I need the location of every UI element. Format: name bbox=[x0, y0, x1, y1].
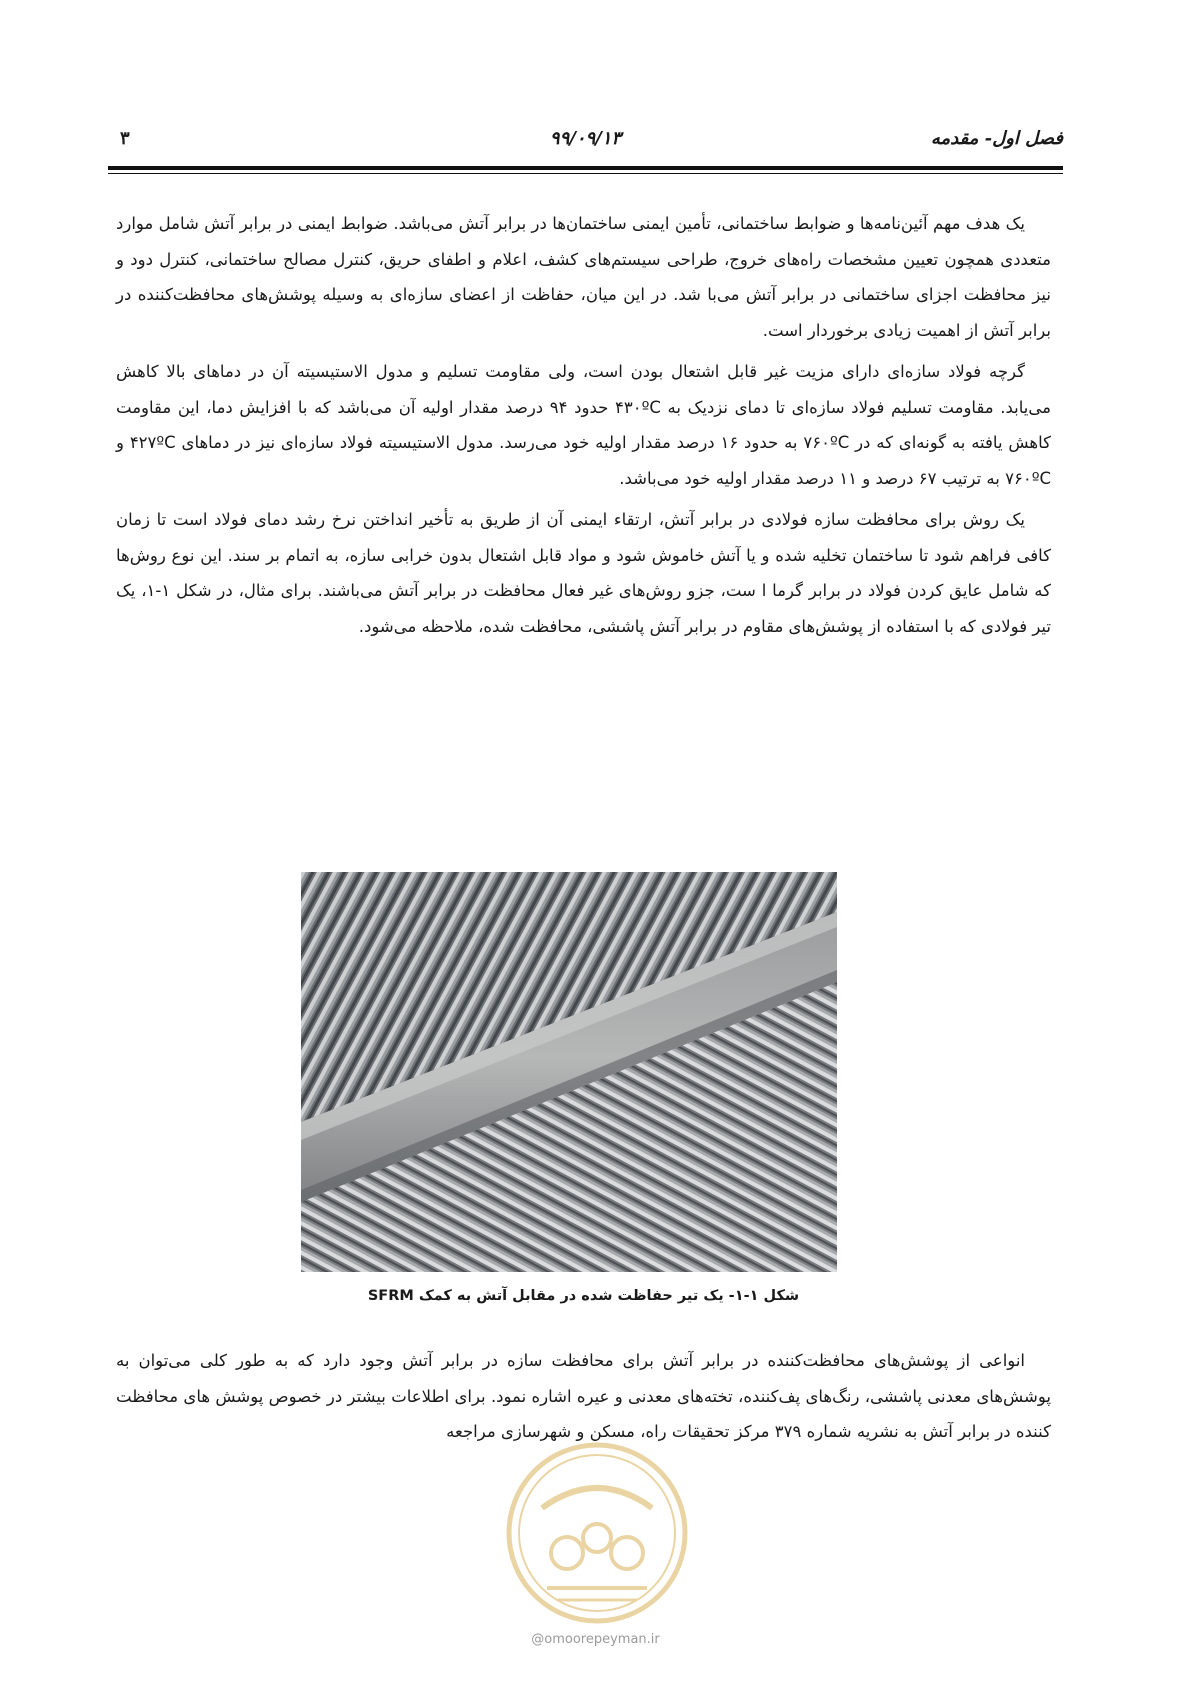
header-rule-thick bbox=[108, 166, 1063, 170]
seal-icon bbox=[502, 1438, 692, 1628]
watermark-url: @omoorepeyman.ir bbox=[531, 1632, 660, 1647]
figure-photo-protected-beam bbox=[301, 872, 837, 1272]
header-rule-thin bbox=[108, 173, 1063, 174]
watermark-seal bbox=[502, 1438, 692, 1628]
beam-photo-illustration bbox=[301, 872, 837, 1272]
header-date: ۹۹/۰۹/۱۳ bbox=[549, 128, 622, 149]
paragraph-3: یک روش برای محافظت سازه فولادی در برابر آتش، ارتقاء ایمنی آن از طریق به تأخیر انداختن نرخ رشد دمای فولاد است تا زمان کافی فراهم شود تا ساختمان تخلیه شده و یا آتش خاموش شود و مواد قابل اشتعال بدون خرابی سازه، به اتمام بر سند. این نوع روش‌ها که شامل عایق کردن فولاد در برابر گرما ا ست، جزو روش‌های غیر فعال محافظت در برابر آتش می‌باشند. برای مثال، در شکل ۱-۱، یک تیر فولادی که با استفاده از پوشش‌های مقاوم در برابر آتش پاششی، محافظت شده، ملاحظه می‌شود. bbox=[116, 510, 1051, 636]
paragraph-2: گرچه فولاد سازه‌ای دارای مزیت غیر قابل اشتعال بودن است، ولی مقاومت تسلیم و مدول الاستیسیته آن در دماهای بالا کاهش می‌یابد. مقاومت تسلیم فولاد سازه‌ای تا دمای نزدیک به ۴۳۰ºC حدود ۹۴ درصد مقدار اولیه آن می‌باشد که با افزایش دما، این مقاومت کاهش یافته به گونه‌ای که در ۷۶۰ºC به حدود ۱۶ درصد مقدار اولیه خود می‌رسد. مدول الاستیسیته فولاد سازه‌ای نیز در دماهای ۴۲۷ºC و ۷۶۰ºC به ترتیب ۶۷ درصد و ۱۱ درصد مقدار اولیه خود می‌باشد. bbox=[116, 362, 1051, 488]
paragraph-4: انواعی از پوشش‌های محافظت‌کننده در برابر آتش برای محافظت سازه در برابر آتش وجود دارد که به طور کلی می‌توان به پوشش‌های معدنی پاششی، رنگ‌های پف‌کننده، تخته‌های معدنی و عیره اشاره نمود. برای اطلاعات بیشتر در خصوص پوشش های محافظت کننده در برابر آتش به نشریه شماره ۳۷۹ مرکز تحقیقات راه، مسکن و شهرسازی مراجعه bbox=[116, 1351, 1051, 1441]
figure-caption: شکل ۱-۱- یک تیر حفاظت شده در مقابل آتش به کمک SFRM bbox=[367, 1288, 800, 1304]
chapter-title: فصل اول- مقدمه bbox=[930, 128, 1063, 149]
page-number: ۳ bbox=[120, 128, 130, 149]
running-header bbox=[108, 128, 1063, 154]
paragraph-1: یک هدف مهم آئین‌نامه‌ها و ضوابط ساختمانی، تأمین ایمنی ساختمان‌ها در برابر آتش می‌باشد. ضوابط ایمنی در برابر آتش شامل موارد متعددی همچون تعیین مشخصات راه‌های خروج، طراحی سیستم‌های کشف، اعلام و اطفای حریق، کنترل مصالح ساختمانی، کنترل دود و نیز محافظت اجزای ساختمانی در برابر آتش می‌با شد. در این میان، حفاظت از اعضای سازه‌ای به وسیله پوشش‌های محافظت‌کننده در برابر آتش از اهمیت زیادی برخوردار است. bbox=[116, 214, 1051, 340]
body-text-top bbox=[116, 206, 1051, 650]
